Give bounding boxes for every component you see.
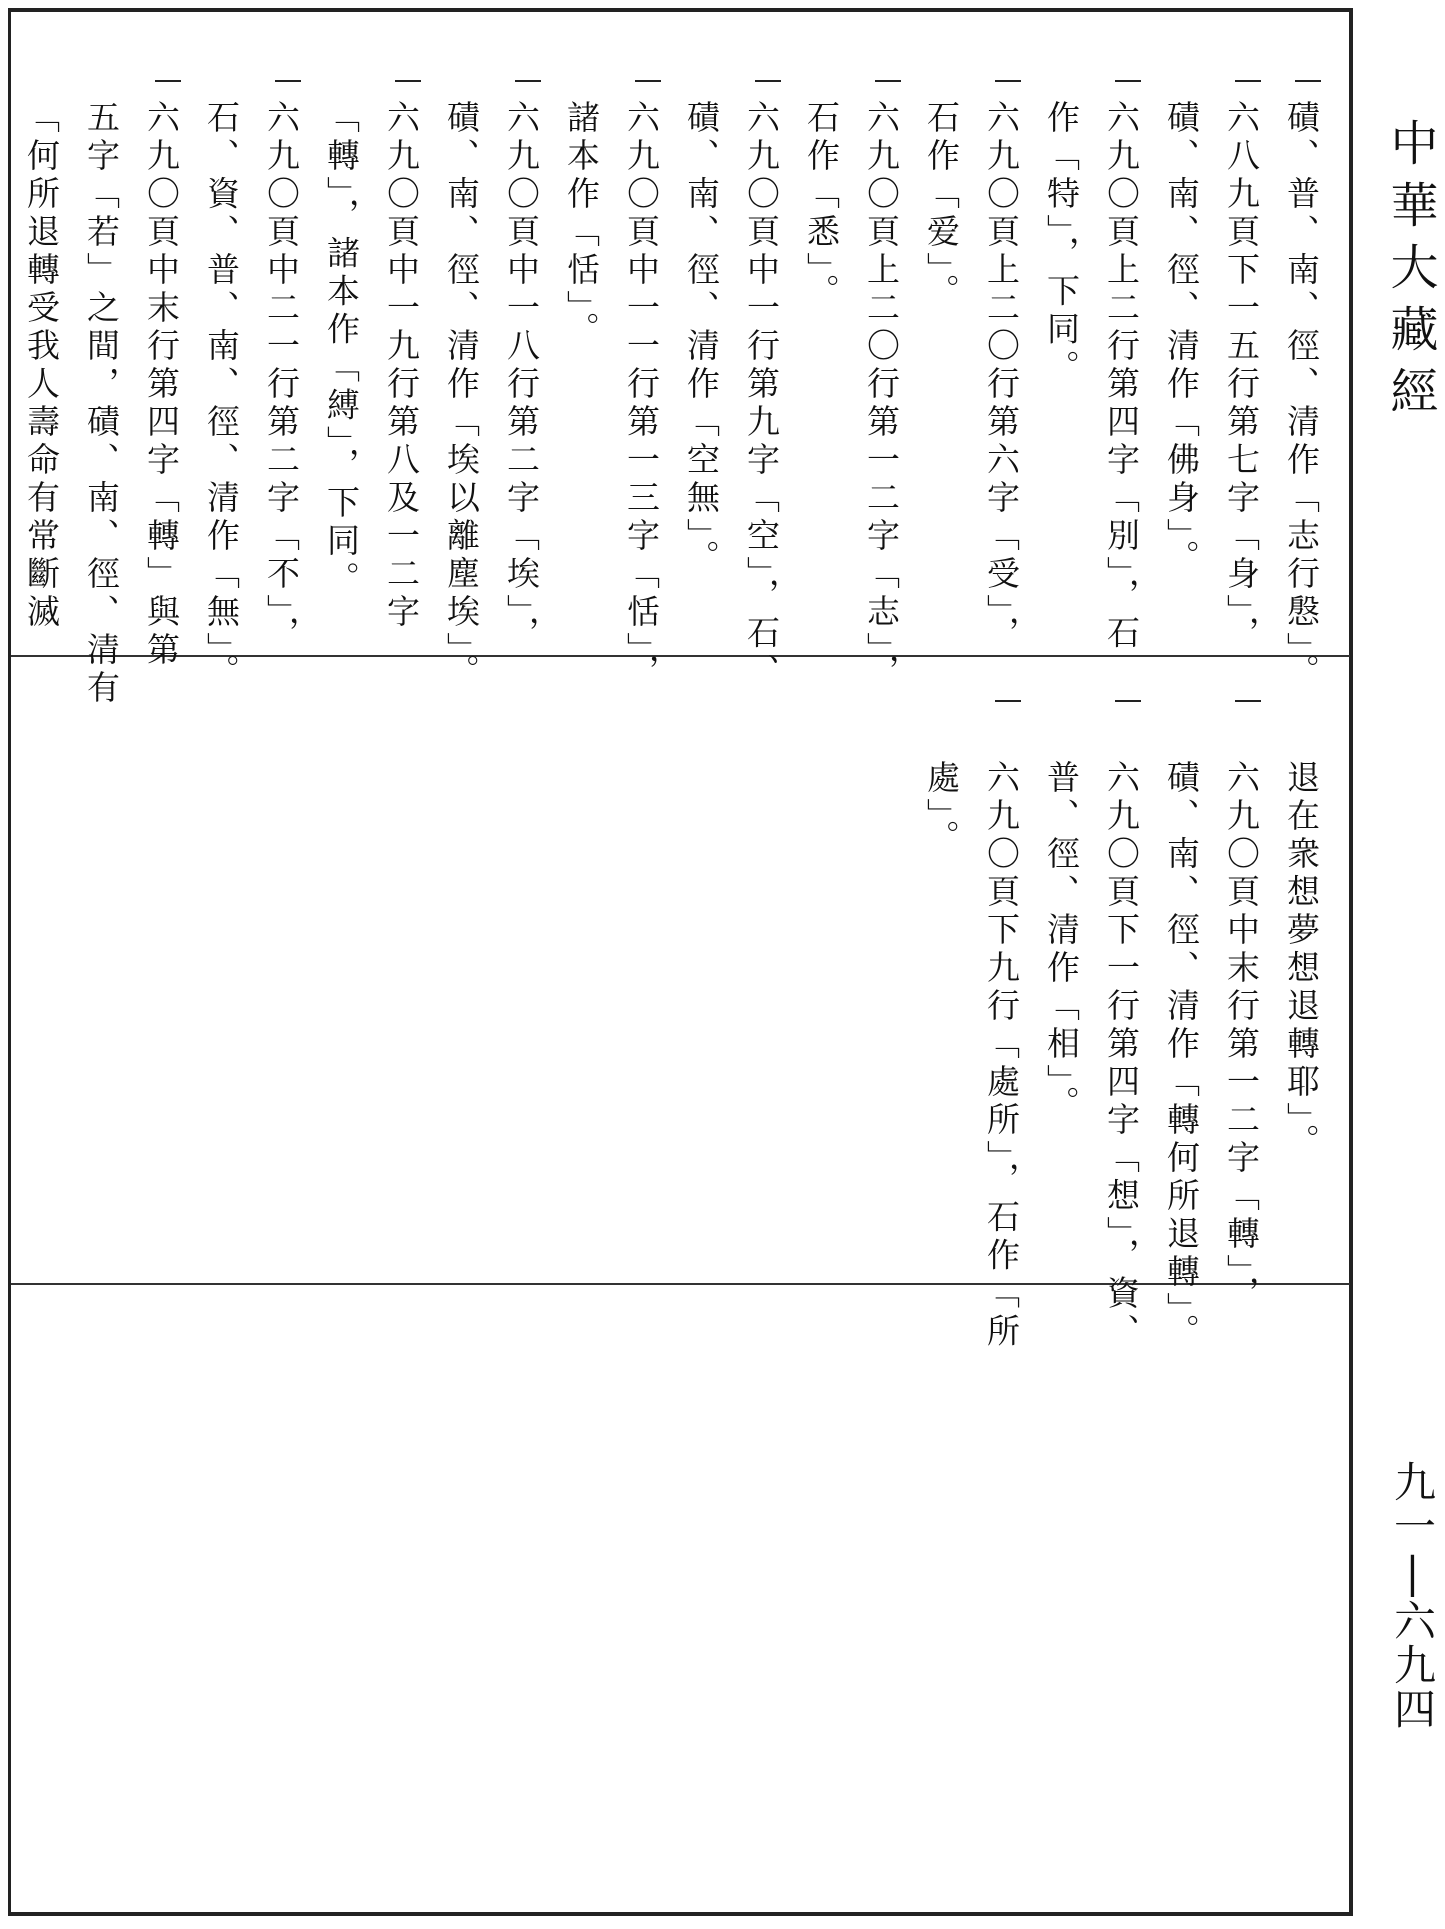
collation-note-column: 六九〇頁中末行第一二字「轉」，	[1222, 760, 1261, 1314]
note-marker	[755, 80, 781, 82]
collation-note-column: 六九〇頁下一行第四字「想」，資、	[1102, 760, 1141, 1352]
collation-note-column: 六九〇頁中一行第九字「空」，石、	[742, 100, 781, 692]
note-marker	[275, 80, 301, 82]
note-marker	[1115, 700, 1141, 702]
collation-note-column: 六九〇頁上二行第四字「別」，石	[1102, 100, 1141, 654]
note-marker	[1235, 700, 1261, 702]
note-marker	[395, 80, 421, 82]
collation-note-column: 「何所退轉受我人壽命有常斷滅	[22, 100, 61, 632]
collation-note-column: 六九〇頁下九行「處所」，石作「所	[982, 760, 1021, 1352]
collation-note-column: 石、資、普、南、徑、清作「無」。	[202, 100, 241, 692]
note-marker	[875, 80, 901, 82]
collation-note-column: 六八九頁下一五行第七字「身」，	[1222, 100, 1261, 654]
note-marker	[1295, 80, 1321, 82]
collation-note-column: 磧、南、徑、清作「空無」。	[682, 100, 721, 578]
collation-note-column: 石作「爱」。	[922, 100, 961, 312]
collation-note-column: 諸本作「恬」。	[562, 100, 601, 350]
collation-note-column: 磧、南、徑、清作「埃以離塵埃」。	[442, 100, 481, 692]
collation-note-column: 作「特」，下同。	[1042, 100, 1081, 388]
collation-note-column: 磧、南、徑、清作「佛身」。	[1162, 100, 1201, 578]
collation-note-column: 六九〇頁上二〇行第一二字「志」，	[862, 100, 901, 692]
collation-note-column: 「轉」，諸本作「縛」，下同。	[322, 100, 361, 599]
collation-note-column: 磧、南、徑、清作「轉何所退轉」。	[1162, 760, 1201, 1352]
note-marker	[1235, 80, 1261, 82]
note-marker	[1115, 80, 1141, 82]
note-marker	[995, 700, 1021, 702]
collation-note-column: 六九〇頁中二一行第二字「不」，	[262, 100, 301, 654]
note-marker	[155, 80, 181, 82]
collation-note-column: 退在衆想夢想退轉耶」。	[1282, 760, 1321, 1162]
collation-note-column: 六九〇頁中一一行第一三字「恬」，	[622, 100, 661, 692]
note-marker	[995, 80, 1021, 82]
collation-note-column: 六九〇頁中一九行第八及一二字	[382, 100, 421, 632]
collation-note-column: 六九〇頁中末行第四字「轉」與第	[142, 100, 181, 670]
section-divider	[11, 1283, 1350, 1285]
collation-note-column: 六九〇頁中一八行第二字「埃」，	[502, 100, 541, 654]
collation-note-column: 處」。	[922, 760, 961, 858]
page-number: 九一|六九四	[1388, 1460, 1437, 1731]
note-marker	[635, 80, 661, 82]
note-marker	[515, 80, 541, 82]
collation-note-column: 普、徑、清作「相」。	[1042, 760, 1081, 1124]
collation-note-column: 石作「悉」。	[802, 100, 841, 312]
collation-note-column: 磧、普、南、徑、清作「志行慇」。	[1282, 100, 1321, 692]
collation-note-column: 六九〇頁上二〇行第六字「受」，	[982, 100, 1021, 654]
collation-note-column: 五字「若」之間，磧、南、徑、清有	[82, 100, 121, 708]
scripture-title: 中華大藏經	[1382, 118, 1438, 428]
